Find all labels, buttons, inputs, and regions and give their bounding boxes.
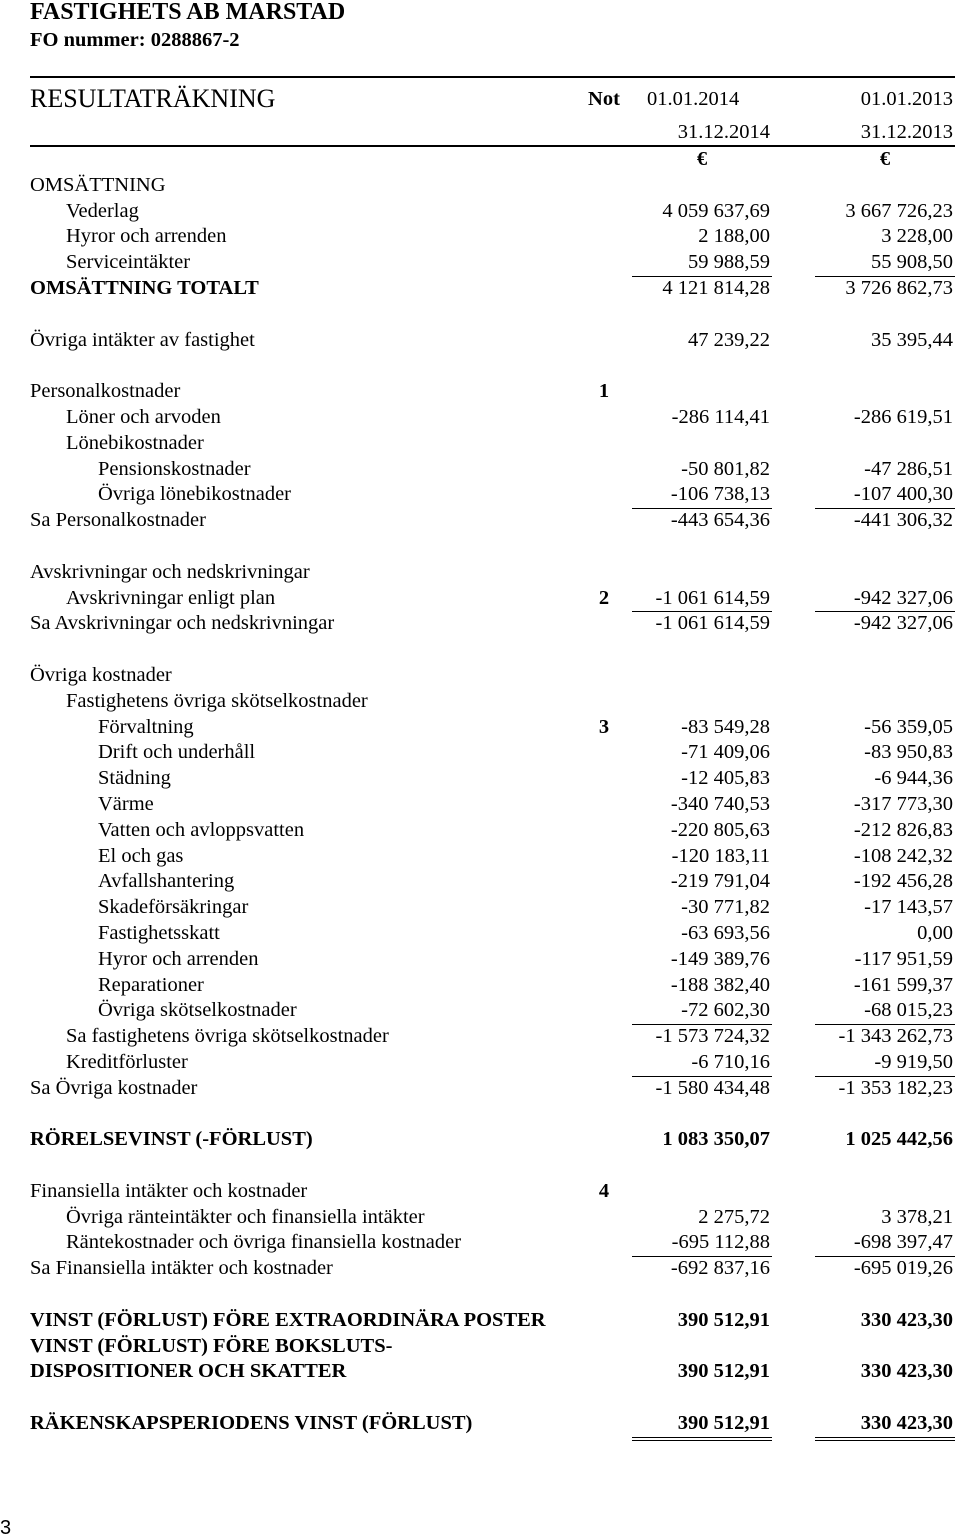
row-sa-avskrivningar bbox=[0, 611, 960, 637]
amount-2013: -286 619,51 bbox=[853, 405, 953, 428]
row-sa-ovriga-kostnader bbox=[0, 1076, 960, 1102]
row-label: Sa Finansiella intäkter och kostnader bbox=[30, 1257, 333, 1280]
row-label: Vatten och avloppsvatten bbox=[98, 818, 305, 841]
amount-2013: -107 400,30 bbox=[815, 482, 955, 509]
note-ref: 1 bbox=[598, 380, 610, 403]
amount-2013: 35 395,44 bbox=[871, 328, 953, 351]
row-label: Avskrivningar enligt plan bbox=[66, 586, 276, 609]
amount-2013: 3 667 726,23 bbox=[845, 199, 953, 222]
row-label: Skadeförsäkringar bbox=[98, 896, 249, 919]
amount-2013: -17 143,57 bbox=[864, 896, 953, 919]
amount-2013: -1 343 262,73 bbox=[838, 1025, 953, 1048]
row-vinst-fore-bokslutsdispositioner bbox=[0, 1334, 960, 1360]
row-el-och-gas bbox=[0, 844, 960, 870]
amount-2013: -942 327,06 bbox=[815, 586, 955, 613]
amount-2014: 47 239,22 bbox=[688, 328, 770, 351]
amount-2013: 330 423,30 bbox=[815, 1411, 955, 1441]
subsection-skotselkostnader bbox=[0, 689, 960, 715]
row-label: Hyror och arrenden bbox=[66, 225, 227, 248]
page-number: 3 bbox=[0, 1517, 12, 1539]
amount-2014: -1 061 614,59 bbox=[632, 586, 772, 613]
amount-2013: 3 726 862,73 bbox=[845, 276, 953, 299]
amount-2014: -1 573 724,32 bbox=[655, 1025, 770, 1048]
row-label-continued: DISPOSITIONER OCH SKATTER bbox=[30, 1360, 347, 1383]
row-vederlag bbox=[0, 199, 960, 225]
row-forvaltning bbox=[0, 715, 960, 741]
row-label: OMSÄTTNING TOTALT bbox=[30, 276, 259, 299]
row-skadeforsakringar bbox=[0, 895, 960, 921]
row-label: Övriga ränteintäkter och finansiella intäkter bbox=[66, 1205, 425, 1228]
row-label: Sa fastighetens övriga skötselkostnader bbox=[66, 1025, 389, 1048]
amount-2013: -161 599,37 bbox=[853, 973, 953, 996]
row-vinst-fore-extraordinara bbox=[0, 1308, 960, 1334]
income-statement-table bbox=[0, 147, 960, 1437]
row-rantekostnader bbox=[0, 1230, 960, 1256]
row-label: Övriga skötselkostnader bbox=[98, 999, 297, 1022]
amount-2014: -695 112,88 bbox=[632, 1230, 772, 1257]
row-vatten-och-avloppsvatten bbox=[0, 818, 960, 844]
row-label: Pensionskostnader bbox=[98, 457, 251, 480]
amount-2013: -56 359,05 bbox=[864, 715, 953, 738]
note-ref: 4 bbox=[598, 1179, 610, 1202]
row-loner-och-arvoden bbox=[0, 405, 960, 431]
row-hyror-och-arrenden bbox=[0, 224, 960, 250]
amount-2014: 4 121 814,28 bbox=[662, 276, 770, 299]
amount-2014: -120 183,11 bbox=[671, 844, 770, 867]
row-label: Personalkostnader bbox=[30, 380, 181, 403]
row-label: El och gas bbox=[98, 844, 184, 867]
amount-2013: -695 019,26 bbox=[853, 1257, 953, 1280]
amount-2013: 0,00 bbox=[917, 921, 953, 944]
statement-title: RESULTATRÄKNING bbox=[30, 84, 276, 113]
row-label: OMSÄTTNING bbox=[30, 173, 166, 196]
row-label: Hyror och arrenden bbox=[98, 947, 259, 970]
note-ref: 3 bbox=[598, 715, 610, 738]
row-label: Fastighetsskatt bbox=[98, 921, 220, 944]
row-label: Drift och underhåll bbox=[98, 741, 256, 764]
row-ranteintakter bbox=[0, 1205, 960, 1231]
amount-2014: -83 549,28 bbox=[681, 715, 770, 738]
amount-2014: 2 188,00 bbox=[698, 225, 770, 248]
amount-2013: 3 378,21 bbox=[881, 1205, 953, 1228]
amount-2014: -692 837,16 bbox=[670, 1257, 770, 1280]
row-ovriga-skotselkostnader bbox=[0, 998, 960, 1024]
amount-2014: -6 710,16 bbox=[632, 1050, 772, 1077]
period-2014-end: 31.12.2014 bbox=[677, 121, 770, 143]
amount-2014: -30 771,82 bbox=[681, 896, 770, 919]
amount-2014: -340 740,53 bbox=[670, 792, 770, 815]
row-label: Sa Övriga kostnader bbox=[30, 1076, 198, 1099]
row-label: Övriga intäkter av fastighet bbox=[30, 328, 255, 351]
row-label: Räntekostnader och övriga finansiella kostnader bbox=[66, 1231, 462, 1254]
row-vinst-fore-bokslutsdispositioner-cont bbox=[0, 1359, 960, 1385]
section-personalkostnader bbox=[0, 379, 960, 405]
row-serviceintakter bbox=[0, 250, 960, 276]
section-omsattning bbox=[0, 173, 960, 199]
row-label: Lönebikostnader bbox=[66, 431, 204, 454]
amount-2014: 59 988,59 bbox=[632, 250, 772, 277]
company-name: FASTIGHETS AB MARSTAD bbox=[30, 0, 346, 25]
amount-2013: -698 397,47 bbox=[815, 1230, 955, 1257]
header-top-rule bbox=[30, 76, 955, 78]
row-hyror-och-arrenden-kostnad bbox=[0, 947, 960, 973]
amount-2013: -9 919,50 bbox=[815, 1050, 955, 1077]
row-label: Övriga kostnader bbox=[30, 663, 172, 686]
row-ovriga-intakter bbox=[0, 328, 960, 354]
blank-row bbox=[0, 1153, 960, 1179]
row-label: Kreditförluster bbox=[66, 1050, 188, 1073]
amount-2013: -108 242,32 bbox=[853, 844, 953, 867]
row-label: Avskrivningar och nedskrivningar bbox=[30, 560, 310, 583]
amount-2013: -117 951,59 bbox=[854, 947, 953, 970]
amount-2013: -83 950,83 bbox=[864, 741, 953, 764]
row-varme bbox=[0, 792, 960, 818]
row-label: Löner och arvoden bbox=[66, 405, 221, 428]
note-column-header: Not bbox=[588, 88, 620, 110]
amount-2013: -47 286,51 bbox=[864, 457, 953, 480]
amount-2014: -106 738,13 bbox=[632, 482, 772, 509]
blank-row bbox=[0, 1282, 960, 1308]
section-avskrivningar bbox=[0, 560, 960, 586]
amount-2014: -220 805,63 bbox=[670, 818, 770, 841]
row-label: Vederlag bbox=[66, 199, 139, 222]
row-label: Fastighetens övriga skötselkostnader bbox=[66, 689, 368, 712]
row-label: Städning bbox=[98, 767, 171, 790]
blank-row bbox=[0, 1101, 960, 1127]
row-label: Värme bbox=[98, 792, 154, 815]
amount-2013: 3 228,00 bbox=[881, 225, 953, 248]
row-sa-finansiella bbox=[0, 1256, 960, 1282]
amount-2013: -942 327,06 bbox=[853, 612, 953, 635]
row-label: Finansiella intäkter och kostnader bbox=[30, 1179, 308, 1202]
amount-2014: -1 580 434,48 bbox=[655, 1076, 770, 1099]
amount-2014: 2 275,72 bbox=[698, 1205, 770, 1228]
row-label: RÄKENSKAPSPERIODENS VINST (FÖRLUST) bbox=[30, 1412, 473, 1435]
amount-2014: 390 512,91 bbox=[677, 1308, 770, 1331]
row-ovriga-lonebikostnader bbox=[0, 482, 960, 508]
amount-2013: -1 353 182,23 bbox=[838, 1076, 953, 1099]
amount-2013: 330 423,30 bbox=[860, 1308, 953, 1331]
blank-row bbox=[0, 353, 960, 379]
row-label: Sa Avskrivningar och nedskrivningar bbox=[30, 612, 335, 635]
blank-row bbox=[0, 637, 960, 663]
section-ovriga-kostnader bbox=[0, 663, 960, 689]
row-label: Förvaltning bbox=[98, 715, 194, 738]
amount-2014: 390 512,91 bbox=[632, 1411, 772, 1441]
row-rakenskapsperiodens-vinst bbox=[0, 1411, 960, 1437]
amount-2013: 55 908,50 bbox=[815, 250, 955, 277]
row-avfallshantering bbox=[0, 869, 960, 895]
row-sa-personalkostnader bbox=[0, 508, 960, 534]
blank-row bbox=[0, 302, 960, 328]
currency-2014: € bbox=[696, 148, 708, 170]
amount-2013: -441 306,32 bbox=[853, 509, 953, 532]
row-rorelsevinst bbox=[0, 1127, 960, 1153]
amount-2014: -12 405,83 bbox=[681, 767, 770, 790]
amount-2014: -443 654,36 bbox=[670, 509, 770, 532]
amount-2013: 330 423,30 bbox=[860, 1360, 953, 1383]
amount-2014: -72 602,30 bbox=[632, 998, 772, 1025]
row-label: Reparationer bbox=[98, 973, 204, 996]
period-2013-end: 31.12.2013 bbox=[860, 121, 953, 143]
amount-2014: -50 801,82 bbox=[681, 457, 770, 480]
row-label: Sa Personalkostnader bbox=[30, 509, 206, 532]
amount-2014: -219 791,04 bbox=[670, 870, 770, 893]
row-label: VINST (FÖRLUST) FÖRE EXTRAORDINÄRA POSTER bbox=[30, 1308, 546, 1331]
row-label: RÖRELSEVINST (-FÖRLUST) bbox=[30, 1128, 313, 1151]
amount-2013: -6 944,36 bbox=[874, 767, 953, 790]
row-kreditforluster bbox=[0, 1050, 960, 1076]
row-label: VINST (FÖRLUST) FÖRE BOKSLUTS- bbox=[30, 1334, 393, 1357]
period-2013-start: 01.01.2013 bbox=[860, 88, 953, 110]
row-label: Serviceintäkter bbox=[66, 251, 191, 274]
amount-2013: -317 773,30 bbox=[853, 792, 953, 815]
amount-2014: -71 409,06 bbox=[681, 741, 770, 764]
amount-2014: -188 382,40 bbox=[670, 973, 770, 996]
amount-2014: -149 389,76 bbox=[670, 947, 770, 970]
blank-row bbox=[0, 1385, 960, 1411]
note-ref: 2 bbox=[598, 586, 610, 609]
row-label: Avfallshantering bbox=[98, 870, 235, 893]
row-avskrivningar-enligt-plan bbox=[0, 586, 960, 612]
amount-2013: -192 456,28 bbox=[853, 870, 953, 893]
currency-row bbox=[0, 147, 960, 173]
row-sa-skotselkostnader bbox=[0, 1024, 960, 1050]
section-finansiella-poster bbox=[0, 1179, 960, 1205]
row-drift-och-underhall bbox=[0, 740, 960, 766]
amount-2014: 1 083 350,07 bbox=[662, 1128, 770, 1151]
amount-2013: 1 025 442,56 bbox=[845, 1128, 953, 1151]
amount-2013: -212 826,83 bbox=[853, 818, 953, 841]
amount-2014: 4 059 637,69 bbox=[662, 199, 770, 222]
row-stadning bbox=[0, 766, 960, 792]
amount-2014: -286 114,41 bbox=[671, 405, 770, 428]
amount-2014: -63 693,56 bbox=[681, 921, 770, 944]
row-omsattning-totalt bbox=[0, 276, 960, 302]
currency-2013: € bbox=[879, 148, 891, 170]
statement-header-row-2 bbox=[0, 119, 960, 145]
org-number: FO nummer: 0288867-2 bbox=[30, 29, 240, 51]
period-2014-start: 01.01.2014 bbox=[647, 88, 740, 110]
row-reparationer bbox=[0, 973, 960, 999]
row-pensionskostnader bbox=[0, 457, 960, 483]
amount-2013: -68 015,23 bbox=[815, 998, 955, 1025]
amount-2014: 390 512,91 bbox=[677, 1360, 770, 1383]
statement-header-row bbox=[0, 86, 960, 112]
row-label: Övriga lönebikostnader bbox=[98, 483, 291, 506]
row-fastighetsskatt bbox=[0, 921, 960, 947]
blank-row bbox=[0, 534, 960, 560]
subsection-lonebikostnader bbox=[0, 431, 960, 457]
amount-2014: -1 061 614,59 bbox=[655, 612, 770, 635]
